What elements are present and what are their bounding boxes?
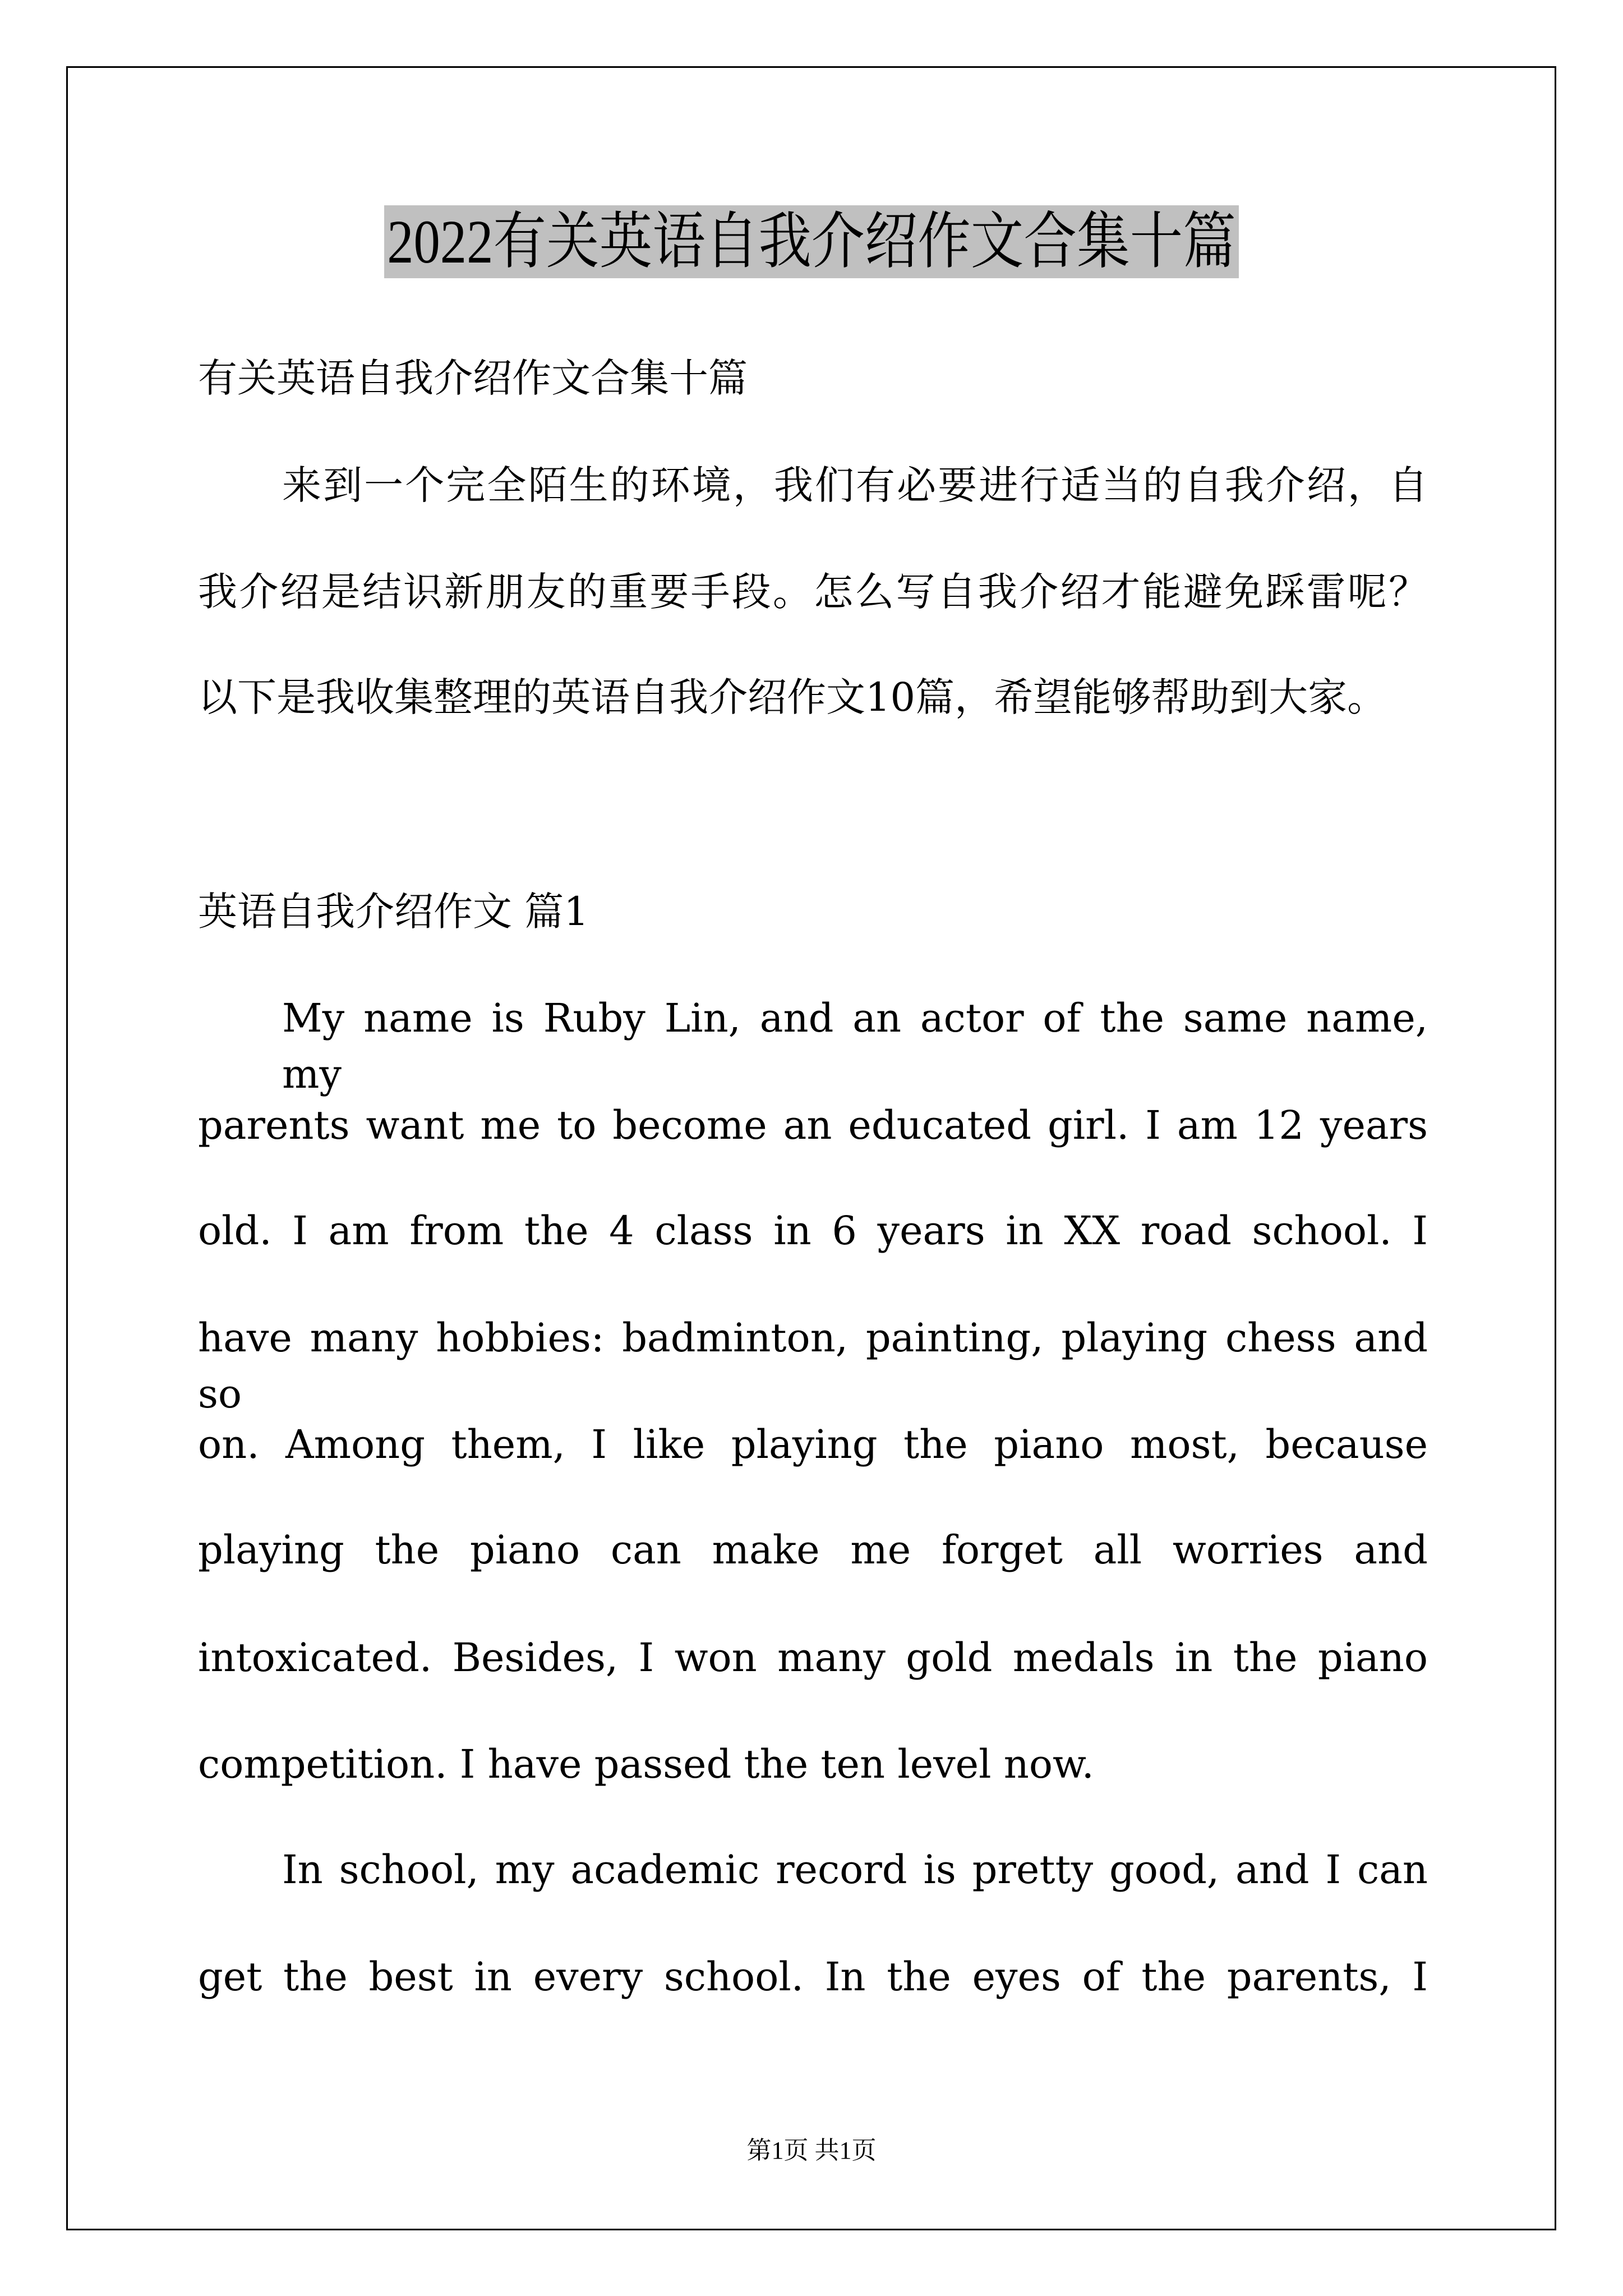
paragraph-line: In school, my academic record is pretty good, and I can <box>282 1847 1428 1893</box>
paragraph-line: playing the piano can make me forget all worries and <box>198 1527 1428 1573</box>
title-container <box>0 205 1623 278</box>
paragraph-line: have many hobbies: badminton, painting, playing chess and so <box>198 1315 1428 1417</box>
intro-line: 以下是我收集整理的英语自我介绍作文10篇，希望能够帮助到大家。 <box>198 674 1387 720</box>
paragraph-line: get the best in every school. In the eyes of the parents, I <box>198 1954 1428 2000</box>
paragraph-line: intoxicated. Besides, I won many gold medals in the piano <box>198 1635 1428 1681</box>
subtitle: 有关英语自我介绍作文合集十篇 <box>198 355 748 401</box>
document-title: 2022有关英语自我介绍作文合集十篇 <box>384 205 1239 278</box>
paragraph-line: My name is Ruby Lin, and an actor of the same name, my <box>282 995 1428 1097</box>
paragraph-line: competition. I have passed the ten level now. <box>198 1741 1094 1787</box>
section-heading: 英语自我介绍作文 篇1 <box>198 889 589 935</box>
paragraph-line: on. Among them, I like playing the piano most, because <box>198 1421 1428 1467</box>
page-footer: 第1页 共1页 <box>746 2137 877 2164</box>
paragraph-line: old. I am from the 4 class in 6 years in XX road school. I <box>198 1208 1428 1254</box>
intro-line: 我介绍是结识新朋友的重要手段。怎么写自我介绍才能避免踩雷呢？ <box>198 569 1428 615</box>
intro-line: 来到一个完全陌生的环境，我们有必要进行适当的自我介绍，自 <box>282 462 1428 508</box>
paragraph-line: parents want me to become an educated girl. I am 12 years <box>198 1102 1428 1148</box>
